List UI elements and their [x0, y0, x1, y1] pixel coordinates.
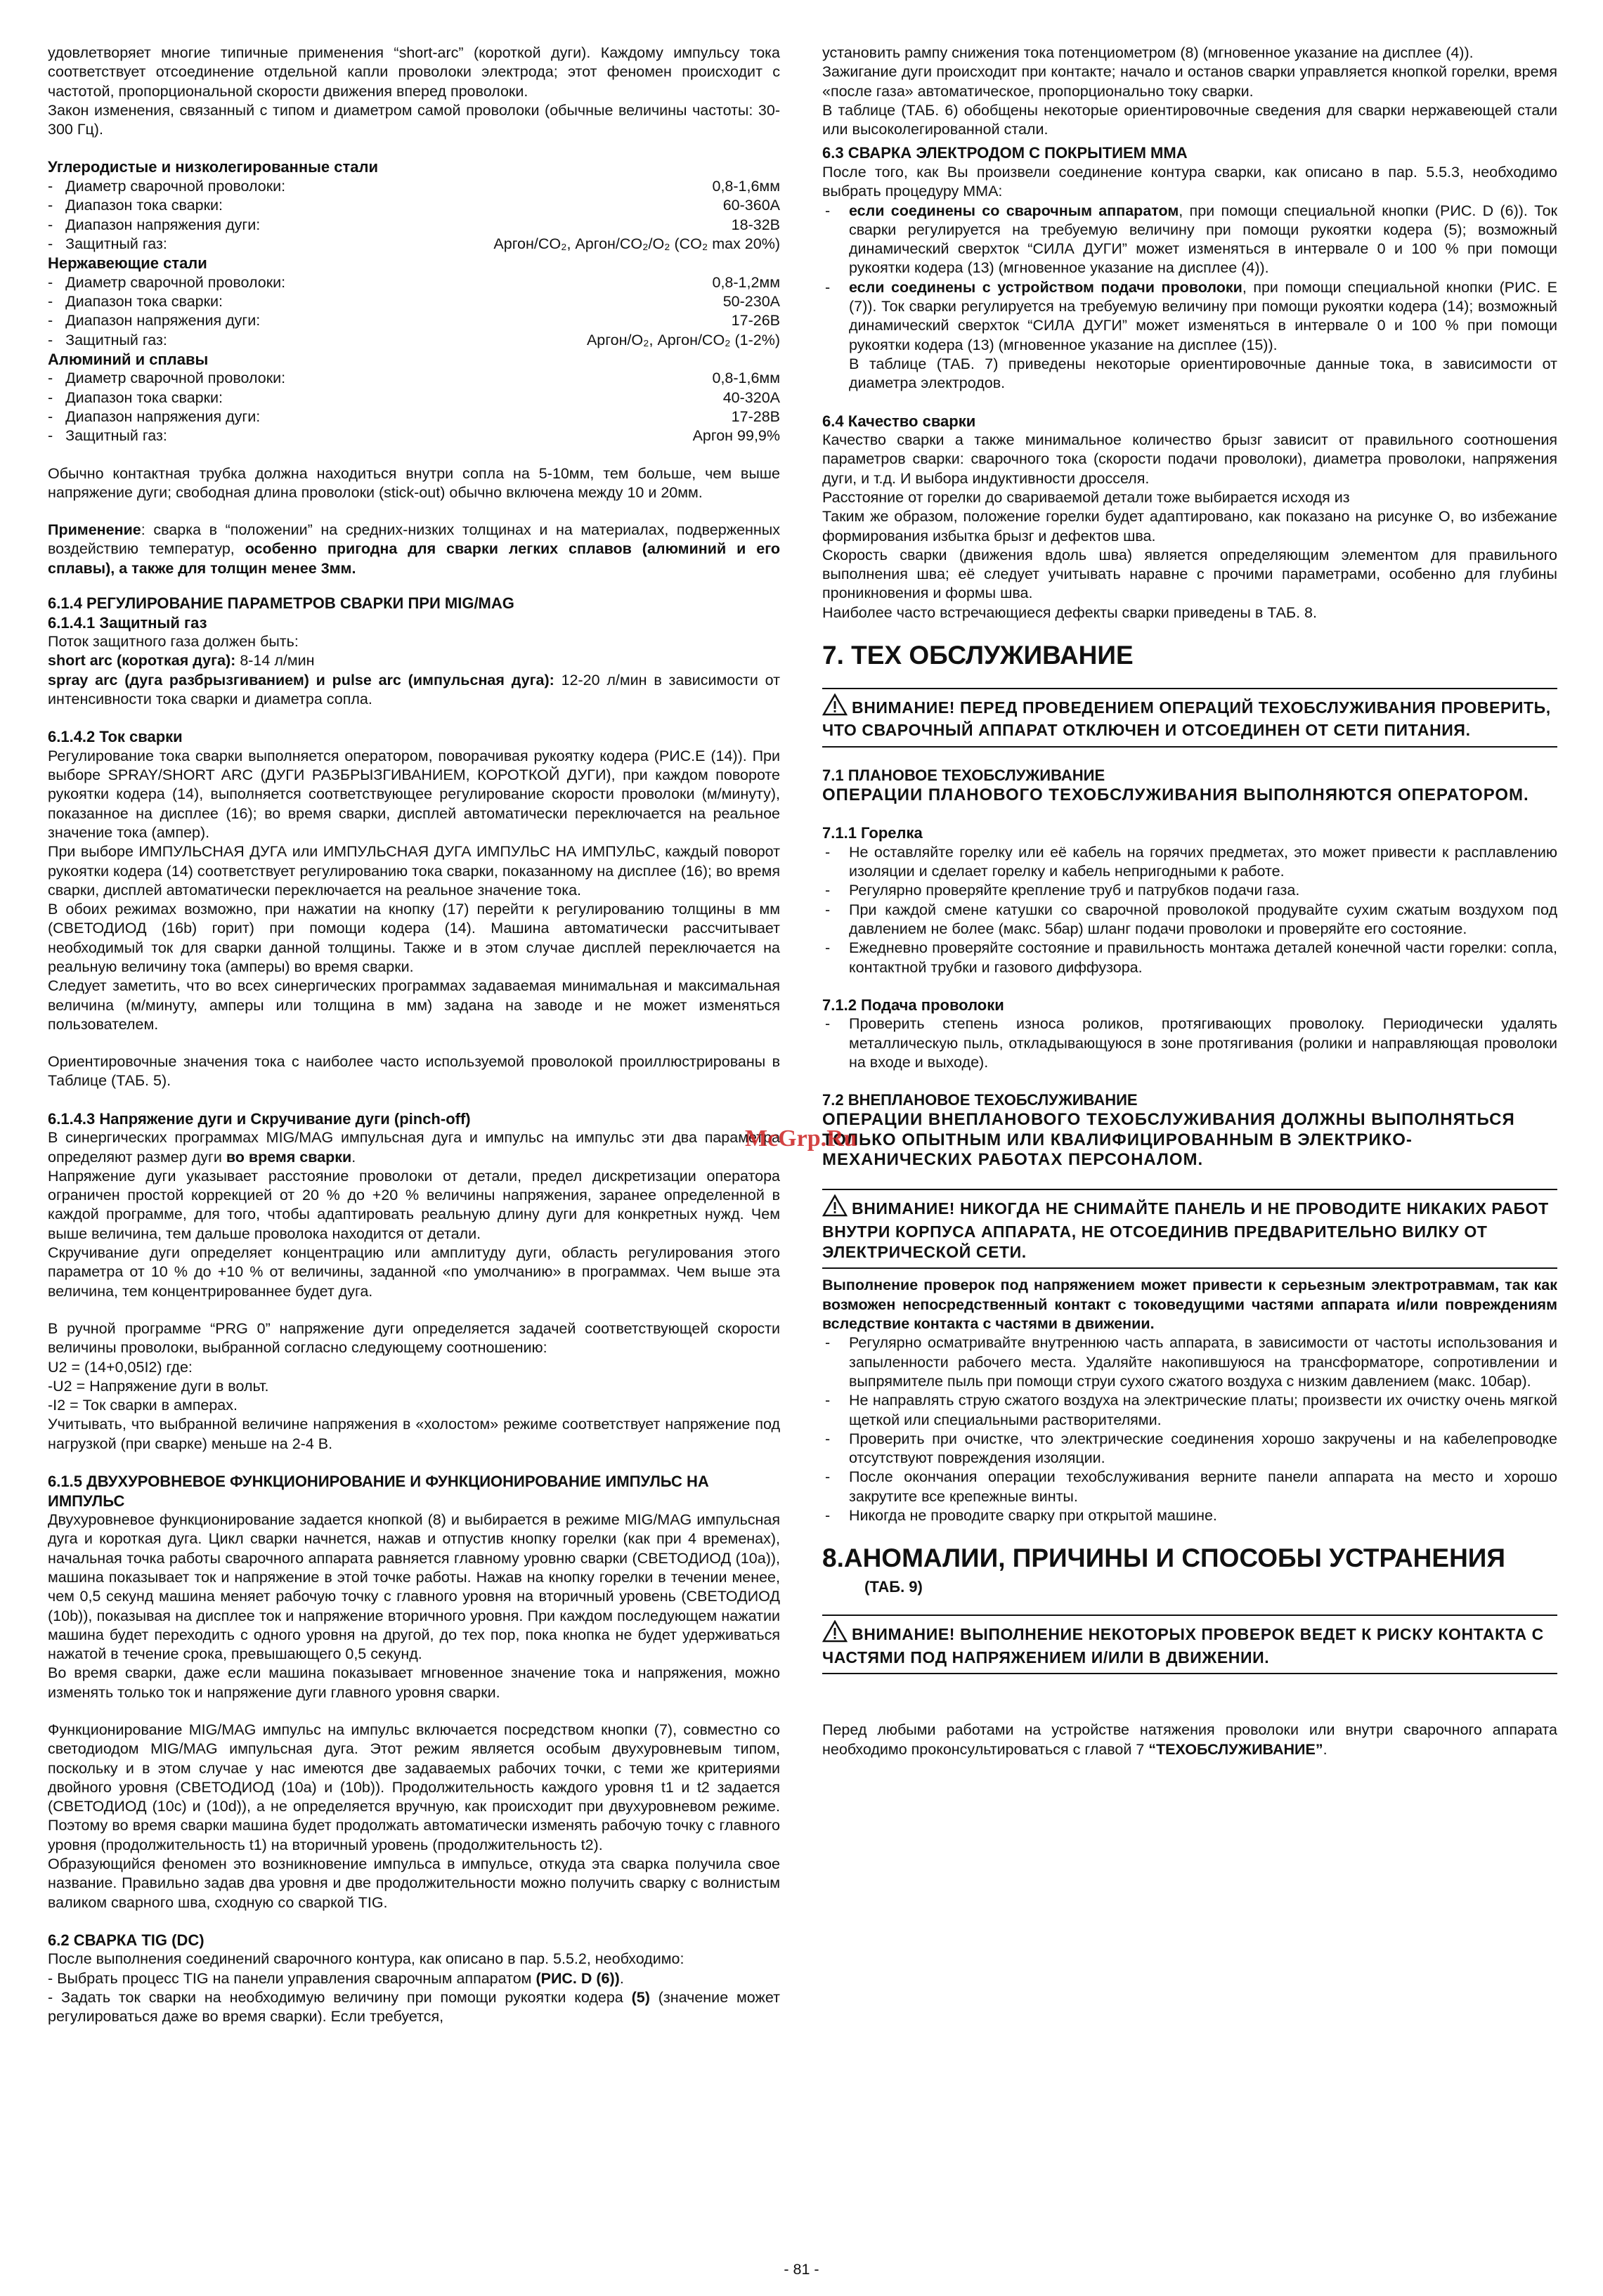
tig-continuation-paragraph: установить рампу снижения тока потенциометром (8) (мгновенное указание на дисплее (4)). Зажигание дуги происходит при контакте; начало и останов сварки управляется кнопкой горелки, время «после газа» автоматическое, пропорционально току сварки. В таблице (ТАБ. 6) обобщены некоторые ориентировочные сведения для сварки нержавеющей стали или высоколегированной стали. [822, 44, 1557, 138]
spec-value: 60-360А [722, 197, 780, 214]
spec-label: - Диаметр сварочной проволоки: [48, 177, 285, 196]
warning-icon [822, 1620, 848, 1648]
spec-value: Аргон/CO₂, Аргон/CO₂/O₂ (CO₂ max 20%) [493, 235, 780, 252]
list-item: - Проверить степень износа роликов, протягивающих проволоку. Периодически удалять металлическую пыль, откладывающуюся в зоне протягивания (ролики и направляющая проволоки на входе и выходе). [822, 1015, 1557, 1072]
list-item: - Никогда не проводите сварку при открытой машине. [822, 1506, 1557, 1525]
mma-item1-bold: если соединены со сварочным аппаратом [849, 202, 1179, 219]
spec-value: 17-28В [731, 407, 780, 425]
twolevel-paragraph-1: Двухуровневое функционирование задается кнопкой (8) и выбирается в режиме MIG/MAG импульсная дуга и короткая дуга. Цикл сварки начнется, нажав и отпустив кнопку горелки (как при 4 временах), начальная точка работы сварочного аппарата равняется главному уровню сварки (СВЕТОДИОД (10a)), машина показывает ток и напряжение в этой точке работы. Нажав на кнопку горелки в течении менее, чем 0,5 секунд машина меняет рабочую точку с главного уровня на вторичный уровень (СВЕТОДИОД (10b)), показывая на дисплее ток и напряжение вторичного уровня. При каждом последующем нажатии машина будет переходить с одного уровня на другой, до тех пор, пока кнопка не будет удерживаться нажатой в течение срока, превышающего 0,5 секунд. Во время сварки, даже если машина показывает мгновенное значение тока и напряжения, можно изменять только ток и напряжение дуги главного уровня сварки. [48, 1511, 780, 1701]
heading-6-4: 6.4 Качество сварки [822, 412, 976, 430]
spec-row [48, 196, 780, 215]
list-item: - После окончания операции техобслуживания верните панели аппарата на место и хорошо закрутите все крепежные винты. [822, 1468, 1557, 1506]
gas-paragraph [48, 632, 780, 709]
tig-item1a: - Выбрать процесс TIG на панели управления сварочным аппаратом [48, 1969, 536, 1987]
gas-short-value: 8-14 л/мин [235, 652, 315, 670]
mma-item-2 [822, 278, 1557, 393]
intro-paragraph: удовлетворяет многие типичные применения “short-arc” (короткой дуги). Каждому импульсу тока соответствует отсоединение отдельной капли проволоки электрода; этот феномен происходит с частотой, пропорциональной скорости движения вперед проволоки. Закон изменения, связанный с типом и диаметром самой проволоки (обычные величины частоты: 30-300 Гц). [48, 44, 780, 138]
spec-row [48, 311, 780, 330]
list-item: - Регулярно проверяйте крепление труб и патрубков подачи газа. [822, 881, 1557, 900]
spec-alu-title: Алюминий и сплавы [48, 350, 209, 368]
voltage-paragraph-1 [48, 1128, 780, 1301]
mma-item2-text: , при помощи специальной кнопки (РИС. E (7)). Ток сварки регулируется на требуемую величину при помощи рукоятки кодера (14); возможный динамический сверхток “СИЛА ДУГИ” может изменяться в интервале 0 и 100 % при помощи рукоятки кодера (13) (мгновенное указание на дисплее (15)). В таблице (ТАБ. 7) приведены некоторые ориентировочные данные тока, в зависимости от диаметра электродов. [849, 278, 1557, 392]
spec-alu-list [48, 369, 780, 445]
spec-row [48, 389, 780, 407]
tig-item1b: (РИС. D (6)) [536, 1969, 620, 1987]
warning-box-1 [822, 688, 1557, 748]
mma-list [822, 202, 1557, 393]
heading-6-1-4-3: 6.1.4.3 Напряжение дуги и Скручивание дуги (pinch-off) [48, 1109, 471, 1128]
spec-value: 50-230А [722, 292, 780, 310]
warning-icon [822, 1194, 848, 1222]
spec-value: 0,8-1,6мм [712, 370, 780, 387]
spec-row [48, 407, 780, 426]
spec-stainless-list [48, 273, 780, 350]
warning-box-3 [822, 1615, 1557, 1675]
heading-6-3: 6.3 СВАРКА ЭЛЕКТРОДОМ С ПОКРЫТИЕМ MMA [822, 144, 1188, 162]
heading-7-2-sub: ОПЕРАЦИИ ВНЕПЛАНОВОГО ТЕХОБСЛУЖИВАНИЯ ДОЛЖНЫ ВЫПОЛНЯТЬСЯ ТОЛЬКО ОПЫТНЫМ ИЛИ КВАЛИФИЦИРОВАННЫМ В ЭЛЕКТРИКО-МЕХАНИЧЕСКИХ РАБОТАХ ПЕРСОНАЛОМ. [822, 1109, 1515, 1170]
spec-value: 0,8-1,6мм [712, 177, 780, 195]
gas-line1: Поток защитного газа должен быть: [48, 633, 299, 651]
heading-7-1-sub: ОПЕРАЦИИ ПЛАНОВОГО ТЕХОБСЛУЖИВАНИЯ ВЫПОЛНЯЮТСЯ ОПЕРАТОРОМ. [822, 785, 1529, 804]
spec-label: - Защитный газ: [48, 235, 167, 254]
spec-row [48, 369, 780, 388]
tig-item2b: (5) [631, 1989, 650, 2007]
tig-item2a: - Задать ток сварки на необходимую величину при помощи рукоятки кодера [48, 1989, 632, 2007]
spec-value: Аргон/O₂, Аргон/CO₂ (1-2%) [586, 331, 780, 348]
tig-item-2 [48, 1988, 780, 2027]
mma-item2-bold: если соединены с устройством подачи проволоки [849, 278, 1242, 296]
spec-carbon-title: Углеродистые и низколегированные стали [48, 158, 379, 176]
gas-spray-label: spray arc (дуга разбрызгиванием) и pulse arc (импульсная дуга): [48, 671, 554, 689]
application-bold: особенно пригодна для сварки легких сплавов (алюминий и его сплавы), а также для толщин менее 3мм. [48, 540, 781, 577]
warning-text-3: ВНИМАНИЕ! ВЫПОЛНЕНИЕ НЕКОТОРЫХ ПРОВЕРОК ВЕДЕТ К РИСКУ КОНТАКТА С ЧАСТЯМИ ПОД НАПРЯЖЕНИЕМ И/ИЛИ В ДВИЖЕНИИ. [822, 1624, 1544, 1666]
warning-box-2 [822, 1189, 1557, 1269]
spec-row [48, 235, 780, 254]
application-label: Применение [48, 521, 141, 539]
heading-6-1-4: 6.1.4 РЕГУЛИРОВАНИЕ ПАРАМЕТРОВ СВАРКИ ПРИ MIG/MAG [48, 594, 514, 613]
spec-row [48, 273, 780, 292]
voltage-paragraph-2: В ручной программе “PRG 0” напряжение дуги определяется задачей соответствующей скорости величины проволоки, выбранной согласно следующему соотношению: U2 = (14+0,05I2) где: -U2 = Напряжение дуги в вольт. -I2 = Ток сварки в амперах. Учитывать, что выбранной величине напряжения в «холостом» режиме соответствует напряжение под нагрузкой (при сварке) меньше на 2-4 В. [48, 1319, 780, 1452]
final-p-a: Перед любыми работами на устройстве натяжения проволоки или внутри сварочного аппарата необходимо проконсультироваться с главой 7 [822, 1721, 1557, 1758]
final-p-c: . [1323, 1740, 1328, 1758]
final-p-b: “ТЕХОБСЛУЖИВАНИЕ” [1148, 1740, 1323, 1758]
current-paragraph-1: Регулирование тока сварки выполняется оператором, поворачивая рукоятку кодера (РИС.E (14)). При выборе SPRAY/SHORT ARC (ДУГИ РАЗБРЫЗГИВАНИЕМ, КОРОТКОЙ ДУГИ), при каждом повороте рукоятки кодера (14), выполняется соответствующее регулирование скорости проволоки (м/минуту), показанное на дисплее (16); во время сварки, дисплей автоматически переключается на реальное значение тока (ампер). При выборе ИМПУЛЬСНАЯ ДУГА или ИМПУЛЬСНАЯ ДУГА ИМПУЛЬС НА ИМПУЛЬС, каждый поворот рукоятки кодера (14) соответствует регулированию тока сварки, показанному на дисплее (16); во время сварки, дисплей автоматически переключается на реальное значение тока. В обоих режимах возможно, при нажатии на кнопку (17) перейти к регулированию толщины в мм (СВЕТОДИОД (16b) горит) при помощи кодера (14). Машина автоматически рассчитывает необходимый ток для сварки данной толщины. Также и в этом случае дисплей переключается на реальную величину тока (амперы) во время сварки. Следует заметить, что во всех синергических программах задаваемая минимальная и максимальная величина (м/минуту, амперы или толщина в мм) задана на заводе и не может изменяться пользователем. [48, 747, 780, 1033]
heading-7-1-1: 7.1.1 Горелка [822, 824, 923, 842]
warning-text-1: ВНИМАНИЕ! ПЕРЕД ПРОВЕДЕНИЕМ ОПЕРАЦИЙ ТЕХОБСЛУЖИВАНИЯ ПРОВЕРИТЬ, ЧТО СВАРОЧНЫЙ АППАРАТ ОТКЛЮЧЕН И ОТСОЕДИНЕН ОТ СЕТИ ПИТАНИЯ. [822, 698, 1551, 740]
final-paragraph [822, 1721, 1557, 1759]
mma-item1-text: , при помощи специальной кнопки (РИС. D (6)). Ток сварки регулируется на требуемую величину при помощи рукоятки кодера (5); возможный динамический сверхток “СИЛА ДУГИ” может изменяться в интервале 0 и 100 % при помощи рукоятки кодера (13) (мгновенное указание на дисплее (4)). [849, 202, 1557, 277]
spec-value: 17-26В [731, 312, 780, 330]
spec-row [48, 292, 780, 311]
tig-item-1 [48, 1969, 780, 1988]
voltage-p1c: . Напряжение дуги указывает расстояние проволоки от детали, предел дискретизации оператора ограничен простой коррекцией от 20 % до +20 % величины напряжения, заранее определенной в каждой программе, для того, чтобы адаптировать реальную длину дуги для конкретных нужд. Чем выше величина, тем дальше проволока находится от детали. Скручивание дуги определяет концентрацию или амплитуду дуги, область регулирования этого параметра от 10 % до +10 % от величины, заданной «по умолчанию» в программах. Чем выше эта величина, тем концентрированнее будет дуга. [48, 1148, 780, 1300]
spec-label: - Защитный газ: [48, 426, 167, 445]
spec-row [48, 216, 780, 235]
spec-label: - Диапазон напряжения дуги: [48, 311, 260, 330]
heading-7-1: 7.1 ПЛАНОВОЕ ТЕХОБСЛУЖИВАНИЕ [822, 767, 1105, 785]
spec-block [48, 157, 780, 445]
tig-item1c: . [619, 1969, 624, 1987]
heading-6-1-5: 6.1.5 ДВУХУРОВНЕВОЕ ФУНКЦИОНИРОВАНИЕ И ФУНКЦИОНИРОВАНИЕ ИМПУЛЬС НА ИМПУЛЬС [48, 1473, 709, 1510]
gas-short-label: short arc (короткая дуга): [48, 652, 236, 670]
mma-paragraph: После того, как Вы произвели соединение контура сварки, как описано в пар. 5.5.3, необходимо выбрать процедуру MMA: [822, 163, 1557, 200]
mma-item-1 [822, 202, 1557, 278]
quality-paragraph: Качество сварки а также минимальное количество брызг зависит от правильного соотношения параметров сварки: сварочного тока (скорости подачи проволоки), диаметра проволоки, напряжения дуги, и т.д. И выбора индуктивности дросселя. Расстояние от горелки до свариваемой детали тоже выбирается исходя из Таким же образом, положение горелки будет адаптировано, как показано на рисунке О, во избежание формирования избытка брызг и дефектов шва. Скорость сварки (движения вдоль шва) является определяющим элементом для правильного выполнения шва; её следует учитывать наравне с прочими параметрами, особенно для глубины проникновения и формы шва. Наиболее часто встречающиеся дефекты сварки приведены в ТАБ. 8. [822, 431, 1557, 621]
heading-8: 8.АНОМАЛИИ, ПРИЧИНЫ И СПОСОБЫ УСТРАНЕНИЯ [822, 1544, 1505, 1573]
list-item: - Не направлять струю сжатого воздуха на электрические платы; произвести их очистку очень мягкой щеткой или специальными растворителями. [822, 1391, 1557, 1430]
page-number: - 81 - [784, 2261, 819, 2278]
tig-item2c: (значение может регулироваться даже во время сварки). Если требуется, [48, 1989, 780, 2026]
heading-7: 7. ТЕХ ОБСЛУЖИВАНИЕ [822, 641, 1134, 670]
list-item: - Регулярно осматривайте внутреннюю часть аппарата, в зависимости от частоты использования и запыленности рабочего места. Удаляйте накопившуюся на трансформаторе, сопротивлении и выпрямителе пыль при помощи струи сухого сжатого воздуха с низким давлением (макс. 10бар). [822, 1333, 1557, 1391]
spec-label: - Диапазон напряжения дуги: [48, 407, 260, 426]
application-text: : сварка в “положении” на средних-низких толщинах и на материалах, подверженных воздействию температур, [48, 521, 780, 558]
spec-value: 18-32В [731, 216, 780, 233]
torch-list [822, 843, 1557, 977]
spec-label: - Диаметр сварочной проволоки: [48, 369, 285, 388]
heading-8-sub: (ТАБ. 9) [864, 1577, 923, 1596]
spec-carbon-list [48, 177, 780, 254]
left-column [48, 44, 780, 2027]
heading-6-2: 6.2 СВАРКА TIG (DC) [48, 1931, 205, 1949]
warning-icon [822, 693, 848, 721]
check-list [822, 1333, 1557, 1525]
spec-row [48, 331, 780, 350]
spec-label: - Диапазон тока сварки: [48, 196, 223, 215]
spec-stainless-title: Нержавеющие стали [48, 254, 207, 273]
spec-label: - Диапазон напряжения дуги: [48, 216, 260, 235]
current-paragraph-2: Ориентировочные значения тока с наиболее часто используемой проволокой проиллюстрированы в Таблице (ТАБ. 5). [48, 1053, 780, 1090]
contact-tube-paragraph: Обычно контактная трубка должна находиться внутри сопла на 5-10мм, тем больше, чем выше напряжение дуги; свободная длина проволоки (stick-out) обычно включена между 10 и 20мм. [48, 464, 780, 501]
heading-7-1-2: 7.1.2 Подача проволоки [822, 996, 1004, 1014]
list-item: - Ежедневно проверяйте состояние и правильность монтажа деталей конечной части горелки: сопла, контактной трубки и газового диффузора. [822, 939, 1557, 977]
spec-label: - Диапазон тока сварки: [48, 389, 223, 407]
spec-row [48, 426, 780, 445]
spec-label: - Диапазон тока сварки: [48, 292, 223, 311]
list-item: - Не оставляйте горелку или её кабель на горячих предметах, это может привести к расплавлению изоляции и сделает горелку и кабель непригодными к работе. [822, 843, 1557, 882]
watermark-logo: McGrp.Ru [745, 1126, 857, 1152]
check-paragraph: Выполнение проверок под напряжением может привести к серьезным электротравмам, так как возможен непосредственный контакт с токоведущими частями аппарата и/или повреждениям вследствие контакта с частями в движении. [822, 1277, 1557, 1333]
twolevel-paragraph-2: Функционирование MIG/MAG импульс на импульс включается посредством кнопки (7), совместно со светодиодом MIG/MAG импульсная дуга. Этот режим является особым двухуровневым типом, поскольку и в этом случае у нас имеются две задаваемых рабочих точки, с теми же критериями двойного уровня (СВЕТОДИОД (10a) и (10b)). Продолжительность каждого уровня t1 и t2 задается (СВЕТОДИОД (10c) и (10d)), а не определяется вручную, как происходит при двухуровневом режиме. Поэтому во время сварки машина будет продолжать автоматически изменять рабочую точку с главного уровня (продолжительность t1) на вторичный уровень (продолжительность t2). Образующийся феномен это возникновение импульса в импульсе, откуда эта сварка получила свое название. Правильно задав два уровня и две продолжительности можно получить сварку с волнистым валиком сварного шва, сходную со сваркой TIG. [48, 1721, 780, 1911]
right-column [822, 44, 1557, 1778]
spec-value: 40-320А [722, 389, 780, 406]
spec-value: Аргон 99,9% [692, 427, 780, 445]
wire-list [822, 1015, 1557, 1072]
spec-label: - Диаметр сварочной проволоки: [48, 273, 285, 292]
warning-text-2: ВНИМАНИЕ! НИКОГДА НЕ СНИМАЙТЕ ПАНЕЛЬ И НЕ ПРОВОДИТЕ НИКАКИХ РАБОТ ВНУТРИ КОРПУСА АППАРАТА, НЕ ОТСОЕДИНИВ ПРЕДВАРИТЕЛЬНО ВИЛКУ ОТ ЭЛЕКТРИЧЕСКОЙ СЕТИ. [822, 1199, 1549, 1261]
voltage-p1a: В синергических программах MIG/MAG импульсная дуга и импульс на импульс эти два параметра определяют размер дуги [48, 1129, 780, 1166]
voltage-p1b: во время сварки [226, 1148, 352, 1166]
spec-label: - Защитный газ: [48, 331, 167, 350]
spec-row [48, 177, 780, 196]
application-paragraph [48, 521, 780, 578]
heading-7-2: 7.2 ВНЕПЛАНОВОЕ ТЕХОБСЛУЖИВАНИЕ [822, 1091, 1138, 1109]
gas-spray-value: 12-20 л/мин в зависимости от интенсивности тока сварки и диаметра сопла. [48, 671, 780, 707]
heading-6-1-4-1: 6.1.4.1 Защитный газ [48, 613, 207, 632]
tig-paragraph: После выполнения соединений сварочного контура, как описано в пар. 5.5.2, необходимо: [48, 1950, 684, 1968]
list-item: - Проверить при очистке, что электрические соединения хорошо закручены и на кабелепроводке отсутствуют повреждения изоляции. [822, 1430, 1557, 1468]
list-item: - При каждой смене катушки со сварочной проволокой продувайте сухим сжатым воздухом под давлением не более (макс. 5бар) шланг подачи проволоки и проверяйте его состояние. [822, 901, 1557, 939]
spec-value: 0,8-1,2мм [712, 273, 780, 291]
heading-6-1-4-2: 6.1.4.2 Ток сварки [48, 728, 183, 746]
